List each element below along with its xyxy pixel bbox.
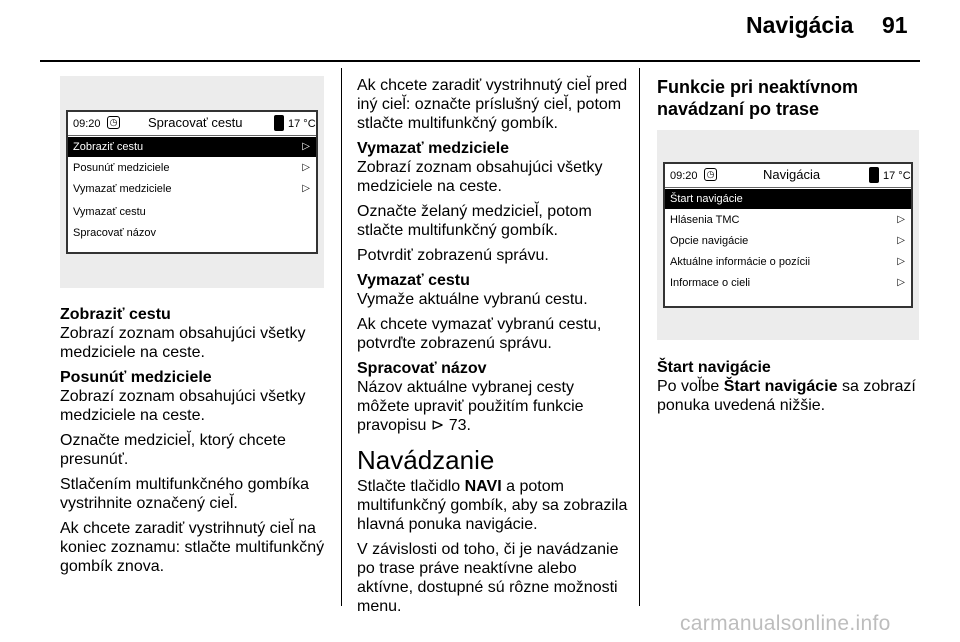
paragraph: Stlačte tlačidlo NAVI a potom multifunkčný gombík, aby sa zobrazila hlavná ponuka navigácie. [357,478,628,533]
paragraph: Stlačením multifunkčného gombíka vystrihnite označený ciel̆. [60,476,310,512]
navi-button-label: NAVI [464,478,502,495]
menu-item-informace-o-cieli[interactable]: Informace o cieli ▷ [665,273,911,293]
term-zobrazit-cestu: Zobraziť cestu [60,306,171,323]
reference-arrow-icon: ⊳ [430,417,445,434]
watermark: carmanualsonline.info [680,612,891,635]
menu-item-aktualne-informacie[interactable]: Aktuálne informácie o pozícii ▷ [665,252,911,272]
display-screen [66,110,318,254]
header-rule [40,60,920,62]
chevron-right-icon: ▷ [897,277,905,288]
paragraph: Potvrdiť zobrazenú správu. [357,247,549,264]
chevron-right-icon: ▷ [897,235,905,246]
menu-item-vymazat-cestu[interactable]: Vymazať cestu [73,206,146,218]
screen-image-2 [657,130,919,340]
term-vymazat-medziciele: Vymazať medziciele [357,140,510,157]
chevron-right-icon: ▷ [302,141,310,152]
display-screen [663,162,913,308]
paragraph: Vymaže aktuálne vybranú cestu. [357,291,588,308]
section-subheading: Funkcie pri neaktívnom navádzaní po trase [657,77,859,119]
term-spracovat-nazov: Spracovať názov [357,360,487,377]
clock-icon: ◷ [107,116,120,129]
term-start-navigacie: Štart navigácie [657,359,771,376]
page-number: 91 [882,12,908,38]
column-2 [357,76,629,622]
paragraph: Zobrazí zoznam obsahujúci všetky medziciele na ceste. [357,159,603,195]
menu-item-opcie-navigacie[interactable]: Opcie navigácie ▷ [665,231,911,251]
menu-item-posunut-medziciele[interactable]: Posunúť medziciele ▷ [68,158,316,178]
clock-icon: ◷ [704,168,717,181]
paragraph: Označte medziciel̆, ktorý chcete presunúť. [60,432,286,468]
chevron-right-icon: ▷ [897,256,905,267]
time-display: 09:20 [73,118,101,130]
paragraph: Po vol̆be Štart navigácie sa zobrazí ponuka uvedená nižšie. [657,378,916,414]
term-vymazat-cestu: Vymazať cestu [357,272,470,289]
paragraph: V závislosti od toho, či je navádzanie po trase práve neaktívne alebo aktívne, dostupné sú rôzne možnosti menu. [357,541,619,615]
page-header-title: Navigácia [746,12,854,38]
thermometer-icon [274,115,284,131]
paragraph: Označte želaný medziciel̆, potom stlačte multifunkčný gombík. [357,203,592,239]
screen-image-1 [60,76,324,288]
paragraph: Názov aktuálne vybranej cesty môžete upraviť použitím funkcie pravopisu ⊳ 73. [357,379,584,434]
screen-title: Spracovať cestu [148,115,243,130]
chevron-right-icon: ▷ [897,214,905,225]
column-divider-1 [341,68,342,606]
temperature-display: 17 °C [883,170,911,182]
status-bar [68,112,316,136]
menu-item-zobrazit-cestu[interactable]: Zobraziť cestu ▷ [68,137,316,157]
chevron-right-icon: ▷ [302,162,310,173]
paragraph: Zobrazí zoznam obsahujúci všetky medziciele na ceste. [60,388,306,424]
menu-item-start-navigacie[interactable]: Štart navigácie [665,189,911,209]
menu-item-spracovat-nazov[interactable]: Spracovať názov [73,227,157,239]
paragraph: Zobrazí zoznam obsahujúci všetky medziciele na ceste. [60,325,306,361]
paragraph: Ak chcete zaradiť vystrihnutý ciel̆ pred iný ciel̆: označte príslušný ciel̆, potom stlačte multifunkčný gombík. [357,77,628,132]
column-1 [60,305,330,582]
menu-item-hlasenia-tmc[interactable]: Hlásenia TMC ▷ [665,210,911,230]
status-bar [665,164,911,188]
thermometer-icon [869,167,879,183]
column-3-lower [657,358,927,421]
paragraph: Ak chcete vymazať vybranú cestu, potvrďte zobrazenú správu. [357,316,602,352]
term-posunut-medziciele: Posunúť medziciele [60,369,212,386]
paragraph: Ak chcete zaradiť vystrihnutý ciel̆ na koniec zoznamu: stlačte multifunkčný gombík znova. [60,520,325,575]
section-heading: Navádzanie [357,445,495,475]
screen-title: Navigácia [763,167,821,182]
chevron-right-icon: ▷ [302,183,310,194]
column-divider-2 [639,68,640,606]
page-reference-link[interactable]: 73. [448,417,471,434]
temperature-display: 17 °C [288,118,316,130]
column-3 [657,76,927,120]
time-display: 09:20 [670,170,698,182]
menu-item-vymazat-medziciele[interactable]: Vymazať medziciele ▷ [68,179,316,199]
